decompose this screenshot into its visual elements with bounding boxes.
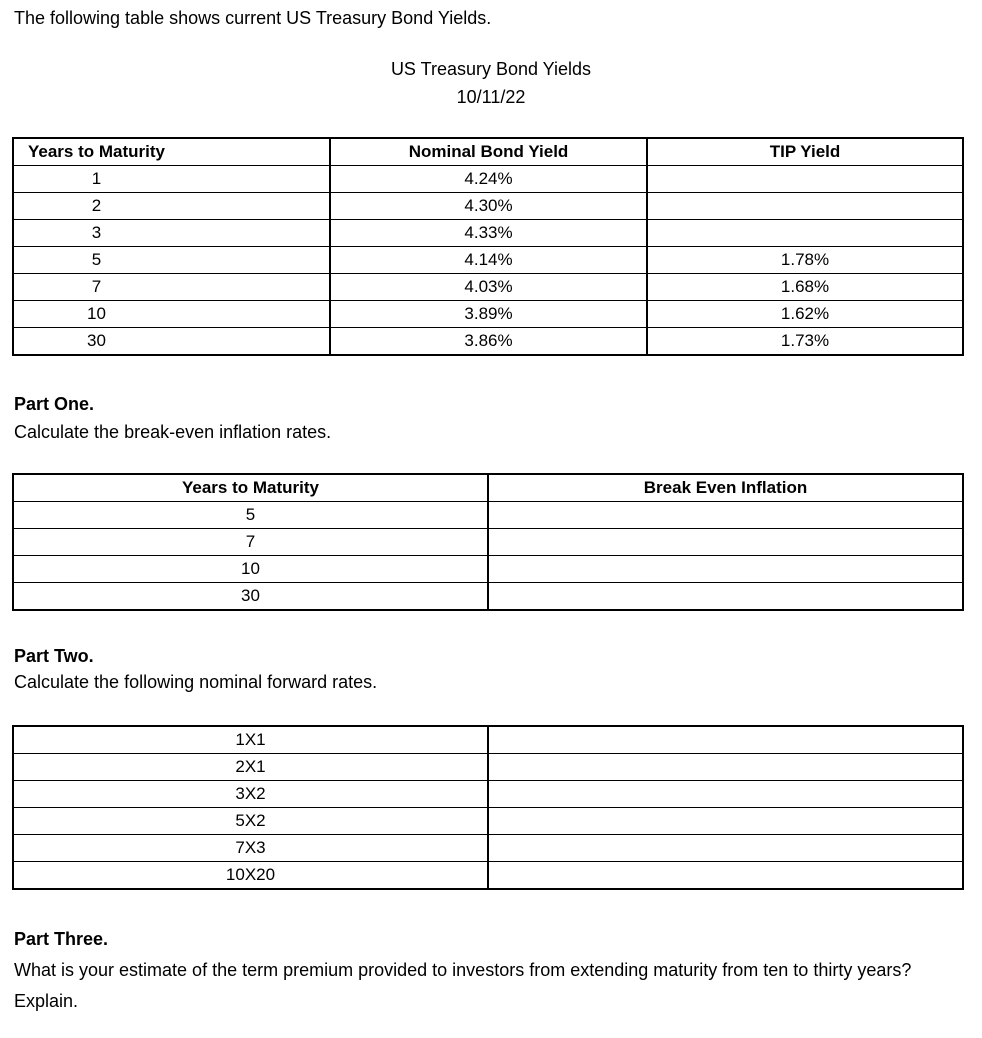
cell-nominal-yield: 4.30% [330, 193, 647, 220]
cell-tip-yield [647, 220, 963, 247]
table-header-row [13, 474, 963, 502]
table-row [13, 583, 963, 611]
table-date: 10/11/22 [456, 87, 526, 107]
cell-tip-yield: 1.62% [647, 301, 963, 328]
answer-cell[interactable] [488, 754, 963, 781]
cell-years: 5 [13, 247, 330, 274]
table-row [13, 808, 963, 835]
cell-years: 3 [13, 220, 330, 247]
cell-tip-yield: 1.68% [647, 274, 963, 301]
cell-years: 1 [13, 166, 330, 193]
column-header-years: Years to Maturity [13, 138, 330, 166]
part-two-instruction: Calculate the following nominal forward rates. [14, 672, 378, 692]
table-row [13, 556, 963, 583]
table-row [13, 274, 963, 301]
answer-cell[interactable] [488, 583, 963, 611]
table-row [13, 166, 963, 193]
cell-forward-period: 10X20 [13, 862, 488, 890]
table-row [13, 247, 963, 274]
cell-years: 7 [13, 529, 488, 556]
cell-nominal-yield: 3.89% [330, 301, 647, 328]
cell-tip-yield: 1.78% [647, 247, 963, 274]
break-even-table [12, 473, 964, 611]
cell-years: 2 [13, 193, 330, 220]
part-three [14, 924, 964, 1017]
cell-forward-period: 2X1 [13, 754, 488, 781]
column-header-years: Years to Maturity [13, 474, 488, 502]
cell-years: 5 [13, 502, 488, 529]
answer-cell[interactable] [488, 529, 963, 556]
cell-forward-period: 5X2 [13, 808, 488, 835]
table-row [13, 726, 963, 754]
table-row [13, 781, 963, 808]
table-header-row [13, 138, 963, 166]
cell-tip-yield [647, 193, 963, 220]
table-row [13, 328, 963, 356]
table-row [13, 862, 963, 890]
answer-cell[interactable] [488, 835, 963, 862]
part-one-heading: Part One. [14, 394, 95, 414]
cell-tip-yield: 1.73% [647, 328, 963, 356]
forward-rates-table [12, 725, 964, 890]
table-row [13, 193, 963, 220]
cell-years: 30 [13, 583, 488, 611]
table-row [13, 835, 963, 862]
answer-cell[interactable] [488, 502, 963, 529]
table-title: US Treasury Bond Yields [390, 59, 592, 79]
column-header-tip-yield: TIP Yield [647, 138, 963, 166]
cell-nominal-yield: 4.24% [330, 166, 647, 193]
yield-table [12, 137, 964, 356]
cell-years: 10 [13, 301, 330, 328]
cell-years: 10 [13, 556, 488, 583]
cell-nominal-yield: 4.14% [330, 247, 647, 274]
table-row [13, 220, 963, 247]
answer-cell[interactable] [488, 862, 963, 890]
cell-nominal-yield: 4.03% [330, 274, 647, 301]
cell-nominal-yield: 3.86% [330, 328, 647, 356]
part-three-heading: Part Three. [14, 929, 109, 949]
answer-cell[interactable] [488, 726, 963, 754]
cell-nominal-yield: 4.33% [330, 220, 647, 247]
column-header-nominal-yield: Nominal Bond Yield [330, 138, 647, 166]
cell-forward-period: 7X3 [13, 835, 488, 862]
answer-cell[interactable] [488, 781, 963, 808]
part-three-question: What is your estimate of the term premium provided to investors from extending maturity from ten to thirty years? Explain. [14, 960, 912, 1011]
column-header-break-even: Break Even Inflation [488, 474, 963, 502]
cell-tip-yield [647, 166, 963, 193]
intro-text: The following table shows current US Treasury Bond Yields. [14, 8, 492, 28]
cell-years: 7 [13, 274, 330, 301]
cell-years: 30 [13, 328, 330, 356]
table-row [13, 754, 963, 781]
part-one-instruction: Calculate the break-even inflation rates. [14, 422, 332, 442]
cell-forward-period: 3X2 [13, 781, 488, 808]
cell-forward-period: 1X1 [13, 726, 488, 754]
table-row [13, 502, 963, 529]
answer-cell[interactable] [488, 556, 963, 583]
answer-cell[interactable] [488, 808, 963, 835]
part-two-heading: Part Two. [14, 646, 94, 666]
table-row [13, 529, 963, 556]
table-row [13, 301, 963, 328]
